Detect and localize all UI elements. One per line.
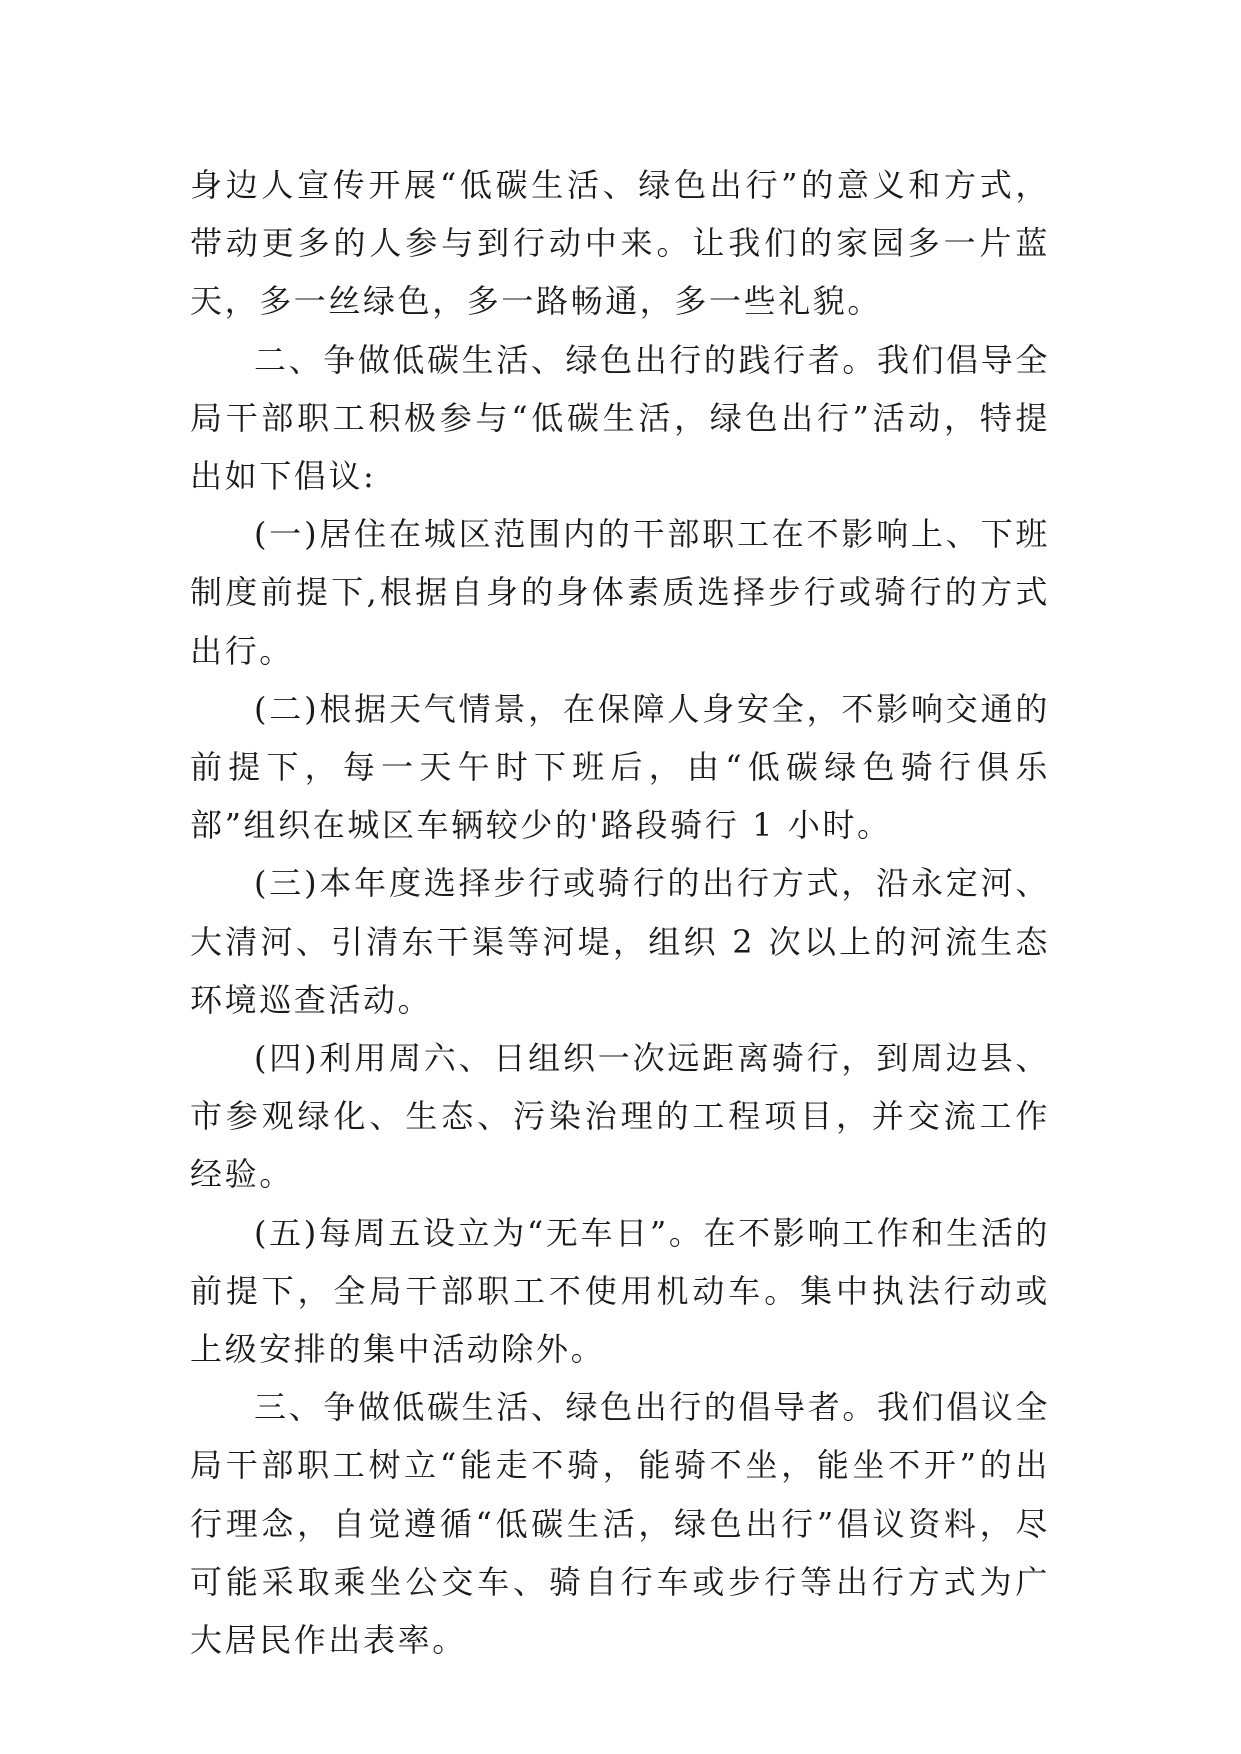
paragraph-3: (一)居住在城区范围内的干部职工在不影响上、下班制度前提下,根据自身的身体素质选择步行或骑行的方式出行。 — [190, 515, 1050, 670]
paragraph-6: (四)利用周六、日组织一次远距离骑行，到周边县、市参观绿化、生态、污染治理的工程项目，并交流工作经验。 — [190, 1039, 1050, 1194]
paragraph-5: (三)本年度选择步行或骑行的出行方式，沿永定河、大清河、引清东干渠等河堤，组织 2 次以上的河流生态环境巡查活动。 — [190, 864, 1050, 1019]
paragraph-1: 身边人宣传开展“低碳生活、绿色出行”的意义和方式，带动更多的人参与到行动中来。让我们的家园多一片蓝天，多一丝绿色，多一路畅通，多一些礼貌。 — [190, 166, 1050, 321]
paragraph-8: 三、争做低碳生活、绿色出行的倡导者。我们倡议全局干部职工树立“能走不骑，能骑不坐，能坐不开”的出行理念，自觉遵循“低碳生活，绿色出行”倡议资料，尽可能采取乘坐公交车、骑自行车或步行等出行方式为广大居民作出表率。 — [190, 1388, 1050, 1660]
document-body — [190, 156, 1050, 1669]
paragraph-4: (二)根据天气情景，在保障人身安全，不影响交通的前提下，每一天午时下班后，由“低碳绿色骑行俱乐部”组织在城区车辆较少的'路段骑行 1 小时。 — [190, 689, 1050, 845]
paragraph-2: 二、争做低碳生活、绿色出行的践行者。我们倡导全局干部职工积极参与“低碳生活，绿色出行”活动，特提出如下倡议: — [190, 340, 1050, 496]
paragraph-7: (五)每周五设立为“无车日”。在不影响工作和生活的前提下，全局干部职工不使用机动车。集中执法行动或上级安排的集中活动除外。 — [190, 1213, 1050, 1369]
